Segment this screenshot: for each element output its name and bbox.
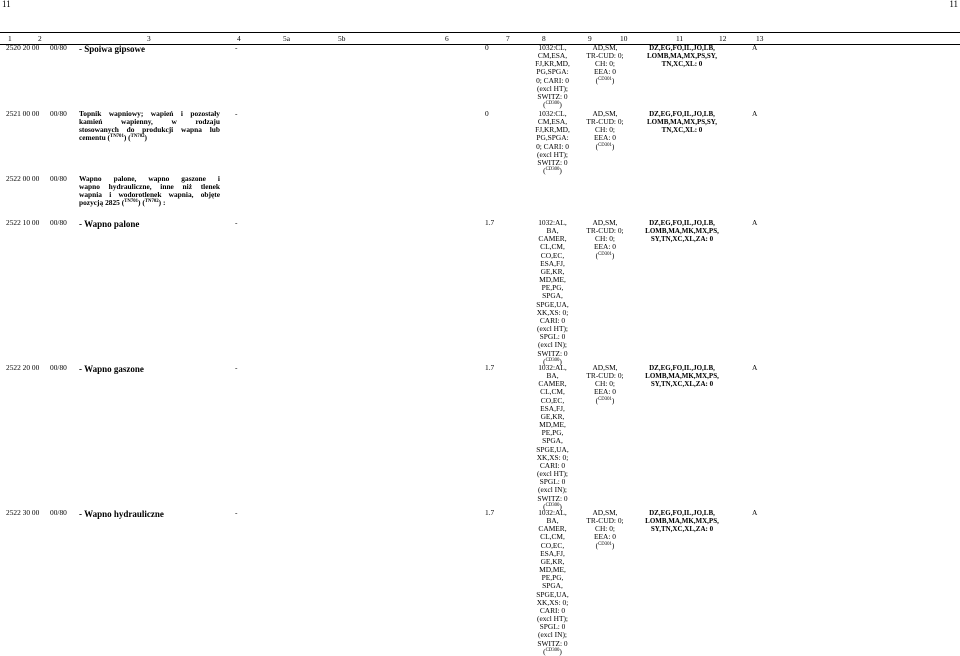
- code-suffix: 00/80: [50, 218, 67, 227]
- description-line: wapno hydrauliczne, inne niż tlenek: [79, 182, 220, 192]
- line: PG,SPGA:: [536, 133, 569, 143]
- line: PE,PG,: [541, 283, 564, 293]
- line: CO,EC,: [540, 250, 565, 260]
- cn-code: 2522 20 00: [6, 363, 40, 372]
- line: DZ,EG,FO,IL,JO,LB,: [649, 44, 715, 52]
- line: MD,ME,: [539, 420, 566, 430]
- line: EEA: 0: [594, 133, 616, 143]
- line: SPGE,UA,: [536, 589, 569, 599]
- duty-rate: 1.7: [485, 218, 495, 227]
- line: EEA: 0: [594, 242, 616, 252]
- line: AD,SM,: [592, 43, 618, 52]
- description: [79, 175, 220, 208]
- line: ESA,FJ,: [540, 258, 565, 268]
- line: MD,ME,: [539, 565, 566, 575]
- header-col-10: 9: [588, 34, 592, 43]
- description-line: kamień wapienny, w rodzaju: [79, 117, 220, 127]
- header-col-4: 4: [237, 34, 241, 43]
- line: TN,XC,XL: 0: [661, 126, 703, 135]
- cn-code: 2520 20 00: [6, 43, 40, 52]
- line: CARI: 0: [539, 460, 566, 470]
- country-list: [634, 364, 730, 388]
- preferential-duty: [528, 110, 577, 175]
- line: TR-CUD: 0;: [586, 51, 624, 61]
- line: SPGA,: [542, 581, 563, 591]
- line: PE,PG,: [541, 573, 564, 583]
- line: EEA: 0: [594, 387, 616, 397]
- indicator: -: [235, 508, 238, 517]
- cn-code: 2521 00 00: [6, 109, 40, 118]
- line: LOMB,MA,MK,MX,PS,: [645, 372, 719, 381]
- line: SPGL: 0: [539, 477, 566, 487]
- line: AD,SM,: [592, 218, 618, 227]
- line: XK,XS: 0;: [536, 597, 569, 607]
- agreement-duty: [579, 509, 631, 550]
- category: A: [752, 43, 758, 52]
- line: BA,: [546, 226, 559, 236]
- line: AD,SM,: [592, 109, 618, 118]
- description-line: stosowanych do produkcji wapna lub: [79, 125, 220, 135]
- indicator: -: [235, 43, 238, 52]
- line: ($^{CD301}$): [595, 141, 615, 151]
- indicator: -: [235, 109, 238, 118]
- line: ($^{CD300}$): [543, 646, 562, 656]
- line: 1032:CL,: [538, 109, 567, 118]
- description-line: cementu ($^{TN701}$) ($^{TN702}$): [79, 133, 147, 143]
- line: XK,XS: 0;: [536, 307, 569, 317]
- line: SWITZ: 0: [537, 91, 568, 101]
- agreement-duty: [579, 44, 631, 85]
- agreement-duty: [579, 219, 631, 260]
- line: CL,CM,: [540, 532, 565, 542]
- header-col-2: 2: [38, 34, 42, 43]
- duty-rate: 0: [485, 109, 489, 118]
- agreement-duty: [579, 110, 631, 151]
- cn-code: 2522 30 00: [6, 508, 40, 517]
- indicator: -: [235, 363, 238, 372]
- line: SWITZ: 0: [537, 348, 568, 358]
- duty-rate: 0: [485, 43, 489, 52]
- line: SPGE,UA,: [536, 299, 569, 309]
- description: - Wapno gaszone: [79, 364, 144, 374]
- line: LOMB,MA,MX,PS,SY,: [647, 118, 717, 127]
- header-col-13: 12: [719, 34, 727, 43]
- duty-rate: 1.7: [485, 363, 495, 372]
- line: (excl HT);: [537, 324, 568, 334]
- page-number-left: 11: [2, 0, 11, 9]
- line: SPGA,: [542, 436, 563, 446]
- line: SWITZ: 0: [537, 157, 568, 167]
- preferential-duty: [528, 44, 577, 109]
- line: (excl HT);: [537, 149, 568, 159]
- line: LOMB,MA,MK,MX,PS,: [645, 517, 719, 526]
- code-suffix: 00/80: [50, 109, 67, 118]
- header-col-9: 8: [542, 34, 546, 43]
- header-col-6: 5b: [338, 34, 346, 43]
- line: CM,ESA,: [537, 117, 568, 127]
- line: GE,KR,: [540, 556, 565, 566]
- description-line: Topnik wapniowy; wapień i pozostały: [79, 109, 220, 118]
- line: CAMER,: [538, 524, 567, 534]
- line: XK,XS: 0;: [536, 452, 569, 462]
- line: 1032:AL,: [538, 218, 567, 227]
- line: TR-CUD: 0;: [586, 117, 624, 127]
- code-suffix: 00/80: [50, 174, 67, 183]
- line: BA,: [546, 516, 559, 526]
- code-suffix: 00/80: [50, 363, 67, 372]
- line: SY,TN,XC,XL,ZA: 0: [650, 380, 714, 389]
- description: - Wapno hydrauliczne: [79, 509, 164, 519]
- country-list: [634, 110, 730, 134]
- line: CO,EC,: [540, 540, 565, 550]
- description-line: wapnia i wodorotlenek wapnia, objęte: [79, 190, 220, 200]
- line: CARI: 0: [539, 605, 566, 615]
- agreement-duty: [579, 364, 631, 405]
- line: FJ,KR,MD,: [535, 59, 570, 69]
- line: SPGL: 0: [539, 622, 566, 632]
- page-number-right: 11: [949, 0, 958, 9]
- line: CH: 0;: [595, 59, 615, 69]
- line: DZ,EG,FO,IL,JO,LB,: [649, 110, 715, 118]
- line: CL,CM,: [540, 387, 565, 397]
- description-line: pozycją 2825 ($^{TN701}$) ($^{TN702}$) :: [79, 198, 166, 208]
- line: SWITZ: 0: [537, 493, 568, 503]
- line: ($^{CD300}$): [543, 166, 562, 176]
- line: SY,TN,XC,XL,ZA: 0: [650, 235, 714, 244]
- description-line: Wapno palone, wapno gaszone i: [79, 174, 220, 183]
- line: ($^{CD300}$): [543, 356, 562, 366]
- line: CARI: 0: [539, 315, 566, 325]
- line: (excl IN);: [538, 340, 567, 350]
- header-col-5: 5a: [283, 34, 290, 43]
- code-suffix: 00/80: [50, 43, 67, 52]
- duty-rate: 1.7: [485, 508, 495, 517]
- cn-code: 2522 10 00: [6, 218, 40, 227]
- cn-code: 2522 00 00: [6, 174, 40, 183]
- line: ($^{CD300}$): [543, 501, 562, 511]
- line: TN,XC,XL: 0: [661, 60, 703, 69]
- line: EEA: 0: [594, 532, 616, 542]
- description: [79, 110, 220, 143]
- country-list: [634, 219, 730, 243]
- line: TR-CUD: 0;: [586, 371, 624, 381]
- category: A: [752, 363, 758, 372]
- line: 0; CARI: 0: [536, 141, 569, 151]
- line: LOMB,MA,MK,MX,PS,: [645, 227, 719, 236]
- header-rule-top: [0, 32, 960, 33]
- line: CL,CM,: [540, 242, 565, 252]
- line: CM,ESA,: [537, 51, 568, 61]
- header-col-14: 13: [756, 34, 764, 43]
- line: TR-CUD: 0;: [586, 516, 624, 526]
- header-col-3: 3: [147, 34, 151, 43]
- line: 1032:CL,: [538, 43, 567, 52]
- line: (excl HT);: [537, 614, 568, 624]
- line: DZ,EG,FO,IL,JO,LB,: [649, 219, 715, 227]
- header-col-12: 11: [676, 34, 684, 43]
- line: BA,: [546, 371, 559, 381]
- line: SY,TN,XC,XL,ZA: 0: [650, 525, 714, 534]
- line: CH: 0;: [595, 125, 615, 135]
- line: ($^{CD300}$): [543, 100, 562, 110]
- code-suffix: 00/80: [50, 508, 67, 517]
- header-col-11: 10: [620, 34, 628, 43]
- line: 0; CARI: 0: [536, 75, 569, 85]
- line: ESA,FJ,: [540, 403, 565, 413]
- line: PG,SPGA:: [536, 67, 569, 77]
- line: (excl HT);: [537, 83, 568, 93]
- indicator: -: [235, 218, 238, 227]
- line: CH: 0;: [595, 234, 615, 244]
- line: SPGA,: [542, 291, 563, 301]
- line: CO,EC,: [540, 395, 565, 405]
- category: A: [752, 508, 758, 517]
- line: AD,SM,: [592, 363, 618, 372]
- line: ($^{CD301}$): [595, 395, 615, 405]
- line: ($^{CD301}$): [595, 75, 615, 85]
- country-list: [634, 509, 730, 533]
- line: 1032:AL,: [538, 508, 567, 517]
- description: - Wapno palone: [79, 219, 140, 229]
- country-list: [634, 44, 730, 68]
- header-col-7: 6: [445, 34, 449, 43]
- line: (excl IN);: [538, 485, 567, 495]
- line: ESA,FJ,: [540, 548, 565, 558]
- line: GE,KR,: [540, 411, 565, 421]
- line: CH: 0;: [595, 379, 615, 389]
- line: (excl HT);: [537, 469, 568, 479]
- preferential-duty: [528, 509, 577, 656]
- description: - Spoiwa gipsowe: [79, 44, 146, 54]
- preferential-duty: [528, 219, 577, 366]
- line: ($^{CD301}$): [595, 250, 615, 260]
- line: CH: 0;: [595, 524, 615, 534]
- line: CAMER,: [538, 379, 567, 389]
- line: MD,ME,: [539, 275, 566, 285]
- line: CAMER,: [538, 234, 567, 244]
- line: AD,SM,: [592, 508, 618, 517]
- category: A: [752, 218, 758, 227]
- line: DZ,EG,FO,IL,JO,LB,: [649, 509, 715, 517]
- header-col-1: 1: [8, 34, 12, 43]
- line: LOMB,MA,MX,PS,SY,: [647, 52, 717, 61]
- preferential-duty: [528, 364, 577, 511]
- line: ($^{CD301}$): [595, 540, 615, 550]
- line: EEA: 0: [594, 67, 616, 77]
- line: GE,KR,: [540, 266, 565, 276]
- category: A: [752, 109, 758, 118]
- line: TR-CUD: 0;: [586, 226, 624, 236]
- line: SPGL: 0: [539, 332, 566, 342]
- line: DZ,EG,FO,IL,JO,LB,: [649, 364, 715, 372]
- line: FJ,KR,MD,: [535, 125, 570, 135]
- line: SWITZ: 0: [537, 638, 568, 648]
- line: (excl IN);: [538, 630, 567, 640]
- header-col-8: 7: [506, 34, 510, 43]
- line: PE,PG,: [541, 428, 564, 438]
- line: SPGE,UA,: [536, 444, 569, 454]
- line: 1032:AL,: [538, 363, 567, 372]
